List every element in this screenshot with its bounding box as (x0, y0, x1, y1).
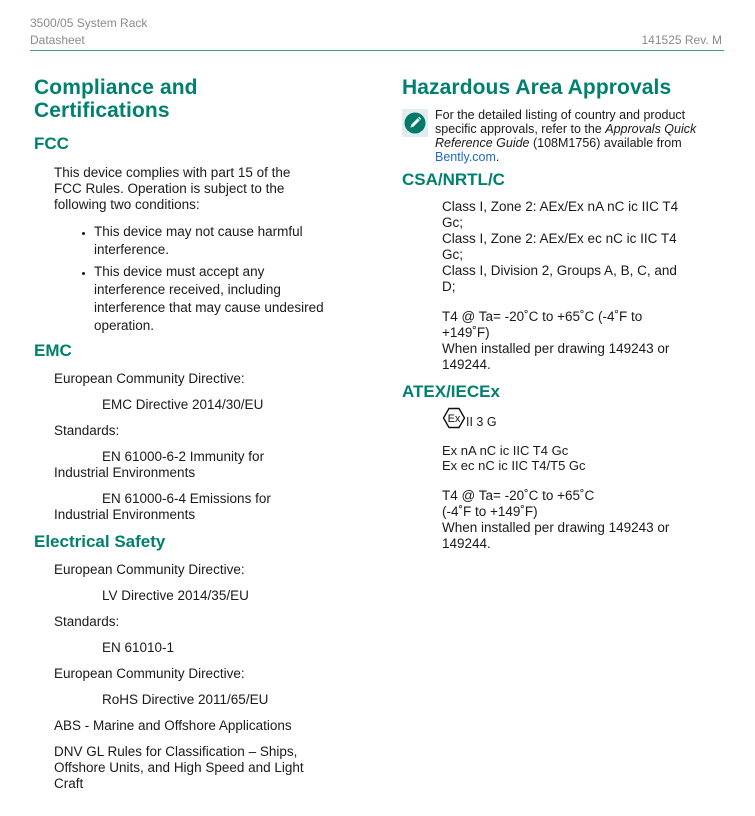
emc-directive: EMC Directive 2014/30/EU (102, 397, 264, 412)
fcc-condition: • This device may not cause harmful interference. (94, 223, 334, 259)
heading-electrical-safety: Electrical Safety (34, 532, 166, 551)
csa-classes (402, 199, 682, 373)
approvals-note (402, 108, 722, 164)
atex-temperature-f: (-4˚F to +149˚F) (442, 504, 538, 519)
heading-emc: EMC (34, 341, 72, 360)
rohs-directive: RoHS Directive 2011/65/EU (102, 692, 269, 707)
electrical-standard: EN 61010-1 (102, 640, 175, 655)
fcc-conditions-list (34, 223, 334, 335)
atex-marking (442, 407, 682, 429)
csa-class: Class I, Division 2, Groups A, B, C, and D; (442, 263, 677, 294)
note-text: For the detailed listing of country and product specific approvals, refer to the Approvals Quick Reference Guide (108M1756) available from Bently.com. (435, 108, 697, 164)
section-title-compliance: Compliance and Certifications (34, 76, 198, 122)
lv-directive-label: European Community Directive: (54, 562, 245, 577)
csa-class: Class I, Zone 2: AEx/Ex ec nC ic IIC T4 Gc; (442, 231, 677, 262)
heading-fcc: FCC (34, 134, 69, 153)
lv-directive: LV Directive 2014/35/EU (102, 588, 249, 603)
page-header (30, 14, 724, 51)
document-type: Datasheet (30, 33, 85, 47)
heading-csa: CSA/NRTL/C (402, 170, 505, 189)
atex-details (402, 407, 682, 552)
atex-temperature-c: T4 @ Ta= -20˚C to +65˚C (442, 488, 595, 503)
document-number: 141525 Rev. M (641, 33, 722, 47)
electrical-standards-label: Standards: (54, 614, 120, 629)
heading-atex: ATEX/IECEx (402, 382, 500, 401)
abs-approval: ABS - Marine and Offshore Applications (54, 718, 292, 733)
compliance-column (34, 76, 354, 792)
emc-standard: EN 61000-6-4 Emissions for Industrial Environments (54, 491, 271, 522)
pencil-note-icon (402, 109, 428, 137)
section-title-hazardous: Hazardous Area Approvals (402, 76, 672, 99)
fcc-intro: This device complies with part 15 of the FCC Rules. Operation is subject to the following two conditions: (54, 165, 291, 212)
dnv-approval: DNV GL Rules for Classification – Ships, Offshore Units, and High Speed and Light Craft (54, 744, 304, 791)
hazardous-column (402, 76, 722, 552)
csa-class: Class I, Zone 2: AEx/Ex nA nC ic IIC T4 Gc; (442, 199, 679, 230)
atex-code: Ex nA nC ic IIC T4 Gc (442, 443, 569, 458)
fcc-condition: • This device must accept any interference received, including interference that may cause undesired operation. (94, 263, 334, 335)
bently-link[interactable]: Bently.com (435, 150, 496, 164)
svg-text:Ex: Ex (447, 413, 461, 425)
atex-code: Ex ec nC ic IIC T4/T5 Gc (442, 458, 586, 473)
ex-hexagon-icon (442, 407, 466, 429)
emc-directive-label: European Community Directive: (54, 371, 245, 386)
emc-standards-label: Standards: (54, 423, 120, 438)
product-name: 3500/05 System Rack (30, 16, 148, 30)
csa-temperature: T4 @ Ta= -20˚C to +65˚C (-4˚F to +149˚F) (442, 309, 643, 340)
atex-installation: When installed per drawing 149243 or 149244. (442, 520, 670, 551)
csa-installation: When installed per drawing 149243 or 149244. (442, 341, 670, 372)
guide-title: Approvals Quick Reference Guide (435, 122, 697, 150)
rohs-directive-label: European Community Directive: (54, 666, 245, 681)
emc-standard: EN 61000-6-2 Immunity for Industrial Environments (54, 449, 265, 480)
ex-category: II 3 G (466, 415, 497, 429)
